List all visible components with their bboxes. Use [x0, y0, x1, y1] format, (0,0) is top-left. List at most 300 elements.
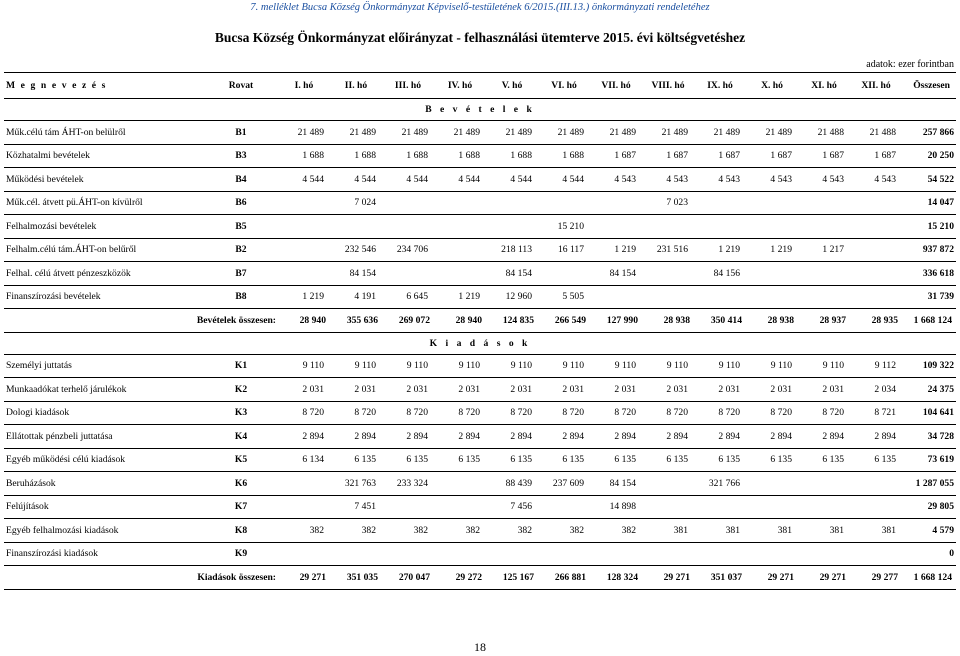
row-code: B7: [204, 262, 278, 286]
month-value: 1 687: [746, 144, 798, 168]
summary-month-value: 29 271: [798, 566, 850, 590]
row-code: B8: [204, 285, 278, 309]
row-label: Finanszírozási bevételek: [4, 285, 204, 309]
month-value: 2 031: [590, 378, 642, 402]
month-value: 382: [330, 519, 382, 543]
month-value: 4 191: [330, 285, 382, 309]
header-month: XII. hó: [850, 73, 902, 99]
header-month: III. hó: [382, 73, 434, 99]
month-value: [850, 215, 902, 239]
month-value: 382: [486, 519, 538, 543]
month-value: 4 544: [278, 168, 330, 192]
row-total: 15 210: [902, 215, 956, 239]
month-value: [278, 191, 330, 215]
month-value: [746, 215, 798, 239]
month-value: 1 217: [798, 238, 850, 262]
month-value: [642, 215, 694, 239]
month-value: 1 688: [538, 144, 590, 168]
month-value: 12 960: [486, 285, 538, 309]
month-value: 1 687: [590, 144, 642, 168]
month-value: [798, 495, 850, 519]
month-value: 1 688: [382, 144, 434, 168]
month-value: 2 031: [538, 378, 590, 402]
month-value: 381: [746, 519, 798, 543]
table-row: [4, 191, 956, 215]
month-value: 8 720: [538, 401, 590, 425]
month-value: 1 687: [694, 144, 746, 168]
header-month: II. hó: [330, 73, 382, 99]
summary-month-value: 355 636: [330, 309, 382, 333]
summary-month-value: 266 881: [538, 566, 590, 590]
month-value: 1 688: [330, 144, 382, 168]
month-value: [642, 285, 694, 309]
month-value: 88 439: [486, 472, 538, 496]
month-value: [642, 542, 694, 566]
summary-month-value: 29 271: [642, 566, 694, 590]
month-value: [850, 191, 902, 215]
month-value: [434, 542, 486, 566]
month-value: 84 156: [694, 262, 746, 286]
row-code: K1: [204, 354, 278, 378]
month-value: 382: [538, 519, 590, 543]
month-value: [330, 215, 382, 239]
table-row: [4, 144, 956, 168]
month-value: [590, 285, 642, 309]
summary-label: Bevételek összesen:: [4, 309, 278, 333]
month-value: 9 110: [642, 354, 694, 378]
summary-total: 1 668 124: [902, 309, 956, 333]
row-total: 20 250: [902, 144, 956, 168]
month-value: 6 135: [850, 448, 902, 472]
month-value: 6 135: [382, 448, 434, 472]
month-value: 8 720: [278, 401, 330, 425]
month-value: 2 894: [642, 425, 694, 449]
summary-month-value: 125 167: [486, 566, 538, 590]
month-value: [694, 285, 746, 309]
header-month: X. hó: [746, 73, 798, 99]
month-value: 21 489: [382, 121, 434, 145]
summary-month-value: 28 940: [434, 309, 486, 333]
month-value: [850, 495, 902, 519]
row-total: 14 047: [902, 191, 956, 215]
month-value: 1 219: [434, 285, 486, 309]
row-total: 24 375: [902, 378, 956, 402]
section-title: B e v é t e l e k: [4, 99, 956, 121]
header-total: Összesen: [902, 73, 956, 99]
month-value: 6 135: [590, 448, 642, 472]
month-value: 2 031: [330, 378, 382, 402]
month-value: [434, 472, 486, 496]
month-value: 1 688: [434, 144, 486, 168]
table-row: [4, 238, 956, 262]
month-value: [434, 191, 486, 215]
month-value: 6 135: [330, 448, 382, 472]
month-value: [694, 215, 746, 239]
month-value: 9 110: [278, 354, 330, 378]
header-month: I. hó: [278, 73, 330, 99]
month-value: 6 135: [486, 448, 538, 472]
table-row: [4, 354, 956, 378]
table-row: [4, 285, 956, 309]
row-label: Finanszírozási kiadások: [4, 542, 204, 566]
row-label: Működési bevételek: [4, 168, 204, 192]
row-total: 34 728: [902, 425, 956, 449]
month-value: [486, 215, 538, 239]
month-value: 21 489: [330, 121, 382, 145]
row-code: K9: [204, 542, 278, 566]
row-code: B5: [204, 215, 278, 239]
row-label: Egyéb felhalmozási kiadások: [4, 519, 204, 543]
month-value: 2 031: [642, 378, 694, 402]
month-value: [746, 191, 798, 215]
row-label: Felhalm.célú tám.ÁHT-on belűről: [4, 238, 204, 262]
row-label: Közhatalmi bevételek: [4, 144, 204, 168]
month-value: 237 609: [538, 472, 590, 496]
month-value: [590, 542, 642, 566]
month-value: 2 894: [330, 425, 382, 449]
row-total: 336 618: [902, 262, 956, 286]
row-code: K4: [204, 425, 278, 449]
month-value: 382: [278, 519, 330, 543]
summary-month-value: 127 990: [590, 309, 642, 333]
month-value: 21 489: [486, 121, 538, 145]
header-code: Rovat: [204, 73, 278, 99]
month-value: 2 894: [486, 425, 538, 449]
summary-month-value: 29 277: [850, 566, 902, 590]
month-value: 2 031: [694, 378, 746, 402]
month-value: 5 505: [538, 285, 590, 309]
month-value: [798, 262, 850, 286]
row-code: B1: [204, 121, 278, 145]
row-total: 54 522: [902, 168, 956, 192]
revenue-section: [4, 99, 956, 333]
month-value: 1 687: [850, 144, 902, 168]
month-value: [382, 215, 434, 239]
row-code: B2: [204, 238, 278, 262]
row-total: 937 872: [902, 238, 956, 262]
month-value: [278, 495, 330, 519]
summary-month-value: 351 035: [330, 566, 382, 590]
row-code: B6: [204, 191, 278, 215]
month-value: 21 488: [798, 121, 850, 145]
month-value: [850, 262, 902, 286]
row-total: 1 287 055: [902, 472, 956, 496]
month-value: 381: [694, 519, 746, 543]
expenditure-section: [4, 332, 956, 589]
month-value: [538, 262, 590, 286]
month-value: 2 894: [798, 425, 850, 449]
summary-month-value: 28 935: [850, 309, 902, 333]
month-value: 8 720: [746, 401, 798, 425]
month-value: 2 894: [746, 425, 798, 449]
section-title: K i a d á s o k: [4, 332, 956, 354]
month-value: 84 154: [486, 262, 538, 286]
month-value: [746, 472, 798, 496]
table-row: [4, 448, 956, 472]
summary-total: 1 668 124: [902, 566, 956, 590]
month-value: 14 898: [590, 495, 642, 519]
month-value: 9 110: [694, 354, 746, 378]
month-value: [590, 215, 642, 239]
document-title: Bucsa Község Önkormányzat előirányzat - felhasználási ütemterve 2015. évi költségvetéshez: [214, 30, 746, 45]
row-code: K6: [204, 472, 278, 496]
header-month: XI. hó: [798, 73, 850, 99]
unit-note: adatok: ezer forintban: [866, 59, 954, 70]
row-label: Személyi juttatás: [4, 354, 204, 378]
summary-month-value: 269 072: [382, 309, 434, 333]
table-row: [4, 519, 956, 543]
header-month: V. hó: [486, 73, 538, 99]
month-value: 2 894: [694, 425, 746, 449]
month-value: 1 687: [798, 144, 850, 168]
month-value: 382: [590, 519, 642, 543]
summary-label: Kiadások összesen:: [4, 566, 278, 590]
month-value: 6 135: [798, 448, 850, 472]
month-value: [746, 285, 798, 309]
summary-month-value: 28 938: [642, 309, 694, 333]
month-value: 232 546: [330, 238, 382, 262]
month-value: [590, 191, 642, 215]
month-value: 15 210: [538, 215, 590, 239]
row-total: 73 619: [902, 448, 956, 472]
month-value: [642, 495, 694, 519]
summary-month-value: 28 937: [798, 309, 850, 333]
row-total: 31 739: [902, 285, 956, 309]
table-row: [4, 401, 956, 425]
month-value: 4 543: [694, 168, 746, 192]
month-value: 8 720: [486, 401, 538, 425]
month-value: 1 219: [278, 285, 330, 309]
month-value: 9 110: [330, 354, 382, 378]
month-value: 382: [382, 519, 434, 543]
table-row: [4, 121, 956, 145]
month-value: [382, 495, 434, 519]
table-row: [4, 215, 956, 239]
month-value: 1 688: [486, 144, 538, 168]
month-value: [798, 191, 850, 215]
month-value: 6 135: [746, 448, 798, 472]
month-value: 321 766: [694, 472, 746, 496]
month-value: 21 488: [850, 121, 902, 145]
month-value: 381: [798, 519, 850, 543]
month-value: [642, 472, 694, 496]
summary-month-value: 29 271: [746, 566, 798, 590]
month-value: 2 894: [382, 425, 434, 449]
month-value: 9 110: [746, 354, 798, 378]
month-value: 8 720: [694, 401, 746, 425]
month-value: 8 720: [330, 401, 382, 425]
row-total: 257 866: [902, 121, 956, 145]
month-value: [434, 238, 486, 262]
month-value: [382, 191, 434, 215]
row-label: Dologi kiadások: [4, 401, 204, 425]
month-value: 381: [850, 519, 902, 543]
row-total: 0: [902, 542, 956, 566]
month-value: 21 489: [694, 121, 746, 145]
month-value: 9 110: [434, 354, 486, 378]
month-value: [850, 238, 902, 262]
table-row: [4, 472, 956, 496]
month-value: 2 031: [434, 378, 486, 402]
month-value: 8 720: [642, 401, 694, 425]
row-total: 4 579: [902, 519, 956, 543]
month-value: 233 324: [382, 472, 434, 496]
row-total: 29 805: [902, 495, 956, 519]
month-value: 4 543: [798, 168, 850, 192]
summary-month-value: 29 272: [434, 566, 486, 590]
header-month: IV. hó: [434, 73, 486, 99]
header-month: VII. hó: [590, 73, 642, 99]
table-row: [4, 542, 956, 566]
month-value: 7 451: [330, 495, 382, 519]
month-value: 9 110: [382, 354, 434, 378]
summary-month-value: 128 324: [590, 566, 642, 590]
table-row: [4, 425, 956, 449]
month-value: 231 516: [642, 238, 694, 262]
month-value: [694, 542, 746, 566]
month-value: 2 031: [746, 378, 798, 402]
month-value: 321 763: [330, 472, 382, 496]
month-value: 6 135: [694, 448, 746, 472]
month-value: [434, 262, 486, 286]
month-value: 2 894: [434, 425, 486, 449]
summary-row: [4, 566, 956, 590]
month-value: [278, 542, 330, 566]
month-value: [538, 542, 590, 566]
summary-month-value: 350 414: [694, 309, 746, 333]
month-value: 7 023: [642, 191, 694, 215]
row-code: K8: [204, 519, 278, 543]
month-value: [850, 472, 902, 496]
month-value: 4 543: [642, 168, 694, 192]
row-label: Egyéb működési célú kiadások: [4, 448, 204, 472]
header-month: VI. hó: [538, 73, 590, 99]
month-value: 4 544: [434, 168, 486, 192]
month-value: 4 543: [850, 168, 902, 192]
month-value: [486, 542, 538, 566]
month-value: 8 720: [434, 401, 486, 425]
month-value: [538, 495, 590, 519]
month-value: 21 489: [642, 121, 694, 145]
header-month: IX. hó: [694, 73, 746, 99]
month-value: 4 543: [746, 168, 798, 192]
row-code: B4: [204, 168, 278, 192]
month-value: 21 489: [538, 121, 590, 145]
month-value: [746, 262, 798, 286]
row-code: K7: [204, 495, 278, 519]
row-label: Műk.célú tám ÁHT-on belülről: [4, 121, 204, 145]
month-value: 9 112: [850, 354, 902, 378]
row-code: K5: [204, 448, 278, 472]
row-code: B3: [204, 144, 278, 168]
month-value: 16 117: [538, 238, 590, 262]
month-value: [330, 542, 382, 566]
row-label: Munkaadókat terhelő járulékok: [4, 378, 204, 402]
month-value: 7 024: [330, 191, 382, 215]
month-value: [798, 215, 850, 239]
month-value: 8 720: [798, 401, 850, 425]
month-value: 6 135: [642, 448, 694, 472]
month-value: 4 544: [486, 168, 538, 192]
month-value: [434, 215, 486, 239]
month-value: 84 154: [590, 262, 642, 286]
month-value: [694, 191, 746, 215]
row-code: K2: [204, 378, 278, 402]
month-value: [486, 191, 538, 215]
month-value: 8 720: [590, 401, 642, 425]
table-row: [4, 495, 956, 519]
row-total: 104 641: [902, 401, 956, 425]
month-value: [538, 191, 590, 215]
summary-month-value: 29 271: [278, 566, 330, 590]
month-value: 4 544: [382, 168, 434, 192]
month-value: 2 894: [590, 425, 642, 449]
month-value: 6 134: [278, 448, 330, 472]
row-total: 109 322: [902, 354, 956, 378]
month-value: 9 110: [798, 354, 850, 378]
month-value: 84 154: [330, 262, 382, 286]
row-label: Felhalmozási bevételek: [4, 215, 204, 239]
row-label: Műk.cél. átvett pü.ÁHT-on kívülről: [4, 191, 204, 215]
month-value: [850, 285, 902, 309]
summary-month-value: 270 047: [382, 566, 434, 590]
month-value: 2 031: [486, 378, 538, 402]
month-value: 6 135: [538, 448, 590, 472]
month-value: 2 894: [538, 425, 590, 449]
month-value: [278, 262, 330, 286]
summary-month-value: 351 037: [694, 566, 746, 590]
month-value: [382, 542, 434, 566]
month-value: 2 894: [850, 425, 902, 449]
month-value: 1 219: [590, 238, 642, 262]
summary-row: [4, 309, 956, 333]
month-value: [798, 472, 850, 496]
row-label: Ellátottak pénzbeli juttatása: [4, 425, 204, 449]
header-row: [4, 73, 956, 99]
page-number: 18: [474, 640, 486, 654]
table-row: [4, 168, 956, 192]
summary-month-value: 124 835: [486, 309, 538, 333]
row-label: Felhal. célú átvett pénzeszközök: [4, 262, 204, 286]
row-label: Beruházások: [4, 472, 204, 496]
month-value: 382: [434, 519, 486, 543]
month-value: 21 489: [278, 121, 330, 145]
month-value: 2 031: [278, 378, 330, 402]
month-value: [746, 542, 798, 566]
month-value: 4 543: [590, 168, 642, 192]
month-value: [434, 495, 486, 519]
month-value: [278, 238, 330, 262]
month-value: 21 489: [746, 121, 798, 145]
month-value: 9 110: [538, 354, 590, 378]
month-value: 2 031: [798, 378, 850, 402]
month-value: 8 720: [382, 401, 434, 425]
month-value: 21 489: [590, 121, 642, 145]
month-value: [798, 285, 850, 309]
month-value: 21 489: [434, 121, 486, 145]
annex-note: 7. melléklet Bucsa Község Önkormányzat Képviselő-testületének 6/2015.(III.13.) önkormányzati rendeletéhez: [250, 2, 710, 13]
month-value: 234 706: [382, 238, 434, 262]
month-value: 2 031: [382, 378, 434, 402]
summary-month-value: 266 549: [538, 309, 590, 333]
month-value: 1 687: [642, 144, 694, 168]
summary-month-value: 28 940: [278, 309, 330, 333]
header-label: M e g n e v e z é s: [4, 73, 204, 99]
month-value: 2 034: [850, 378, 902, 402]
month-value: 7 456: [486, 495, 538, 519]
month-value: 2 894: [278, 425, 330, 449]
budget-table: [4, 72, 956, 590]
